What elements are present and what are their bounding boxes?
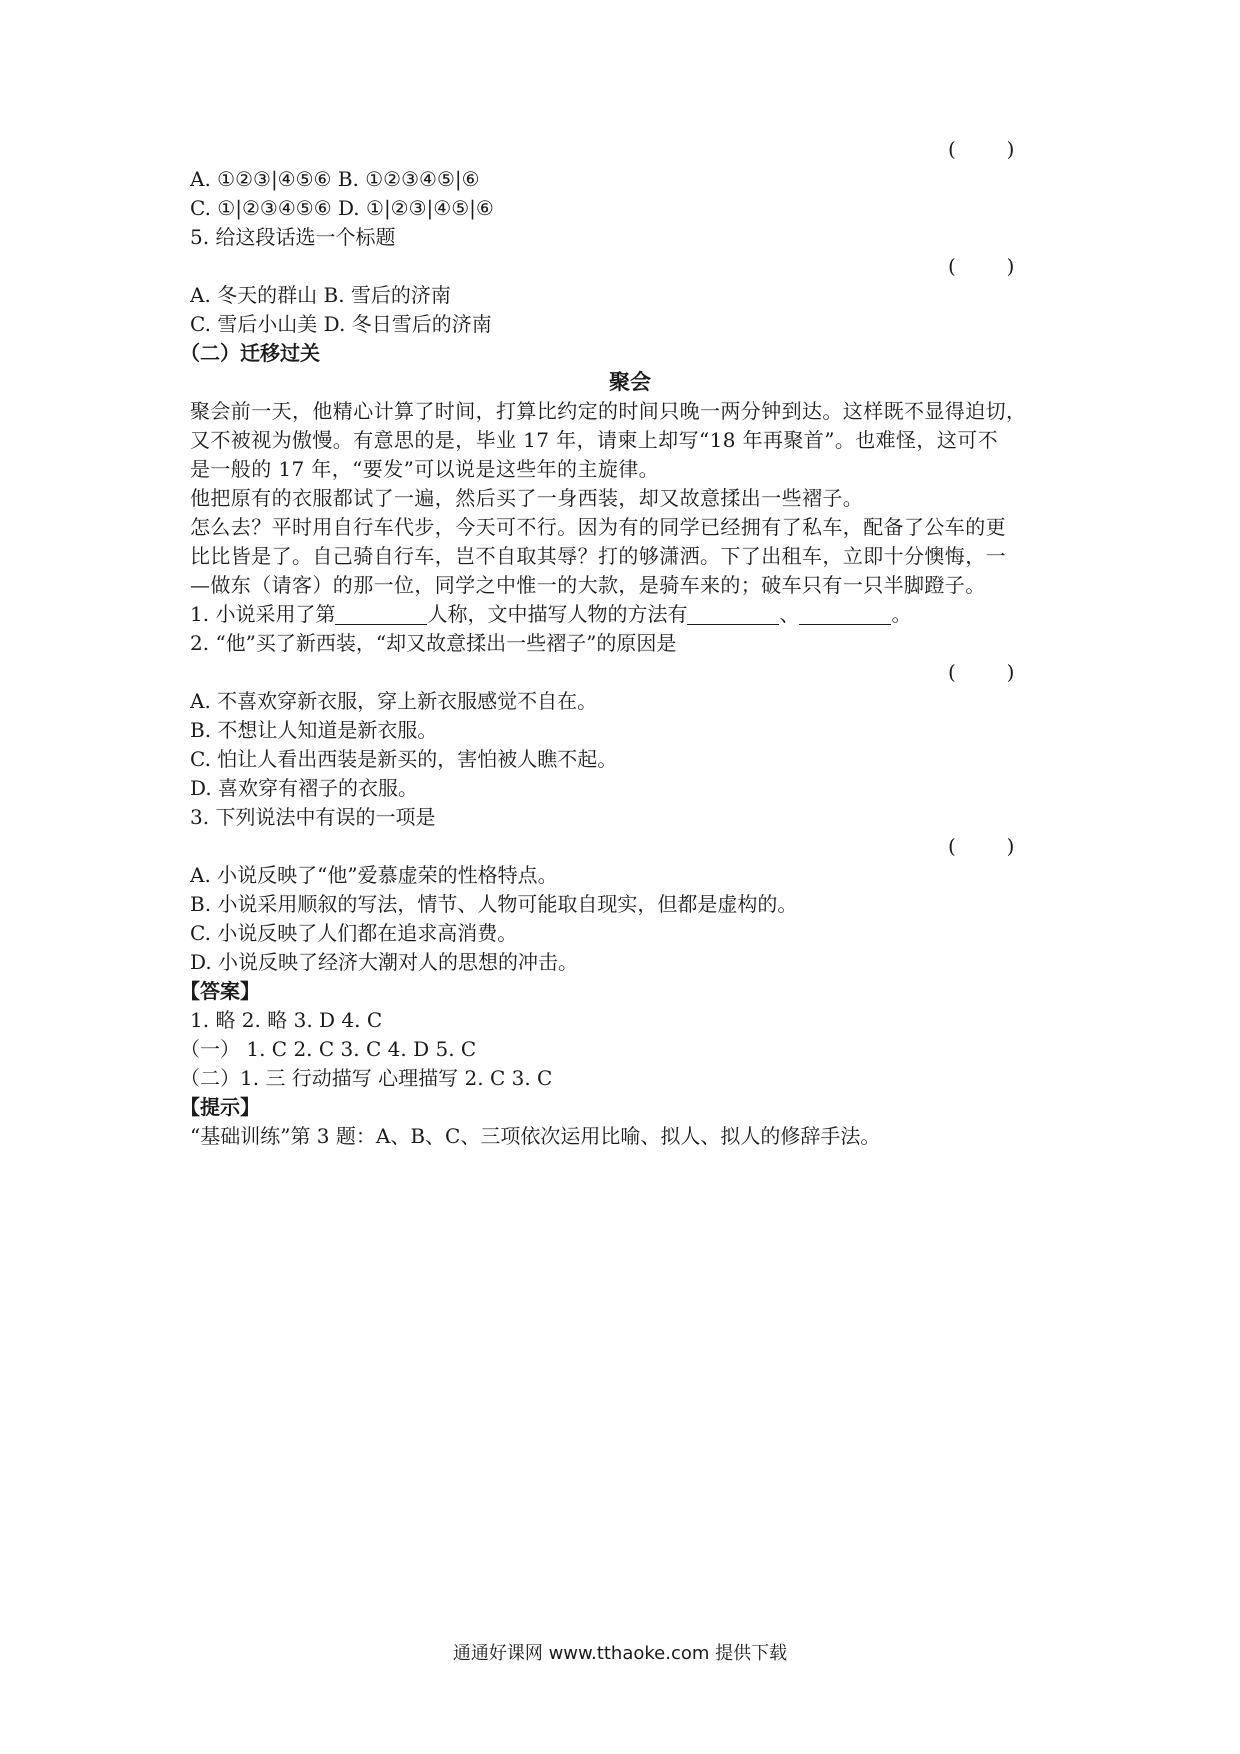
story-title: 聚会 bbox=[609, 369, 651, 394]
story-paragraph-line: 比比皆是了。自己骑自行车，岂不自取其辱？打的够潇洒。下了出租车，立即十分懊悔，一 bbox=[190, 544, 1006, 568]
q3-option: A. 小说反映了“他”爱慕虚荣的性格特点。 bbox=[190, 863, 558, 887]
q1-line bbox=[190, 598, 1070, 630]
q2-option: D. 喜欢穿有褶子的衣服。 bbox=[190, 776, 419, 800]
answers-heading: 【答案】 bbox=[180, 979, 260, 1003]
q1-text-d: 。 bbox=[891, 602, 912, 626]
q1-text-c: 、 bbox=[779, 602, 800, 626]
q5-options-line-2: C. 雪后小山美 D. 冬日雪后的济南 bbox=[190, 312, 492, 336]
q3-option: C. 小说反映了人们都在追求高消费。 bbox=[190, 921, 518, 945]
story-paragraph-line: 怎么去？平时用自行车代步，今天可不行。因为有的同学已经拥有了私车，配备了公车的更 bbox=[190, 515, 1006, 539]
answer-bracket: ( ) bbox=[948, 254, 1015, 278]
answer-line: 1. 略 2. 略 3. D 4. C bbox=[190, 1008, 383, 1032]
q2-option: C. 怕让人看出西装是新买的，害怕被人瞧不起。 bbox=[190, 747, 618, 771]
story-paragraph-line: 又不被视为傲慢。有意思的是，毕业 17 年，请柬上却写“18 年再聚首”。也难怪，这可不 bbox=[190, 428, 999, 452]
q3-prompt: 3. 下列说法中有误的一项是 bbox=[190, 805, 436, 829]
q1-text-a: 1. 小说采用了第 bbox=[190, 602, 336, 626]
q2-option: A. 不喜欢穿新衣服，穿上新衣服感觉不自在。 bbox=[190, 689, 598, 713]
q5-options-line-1: A. 冬天的群山 B. 雪后的济南 bbox=[190, 283, 451, 307]
answer-bracket: ( ) bbox=[948, 660, 1015, 684]
answer-bracket: ( ) bbox=[948, 834, 1015, 858]
tips-heading: 【提示】 bbox=[180, 1095, 260, 1119]
section-heading: （二）迁移过关 bbox=[180, 341, 320, 365]
story-paragraph-line: —做东（请客）的那一位，同学之中惟一的大款，是骑车来的；破车只有一只半脚蹬子。 bbox=[190, 573, 986, 597]
q3-option: B. 小说采用顺叙的写法，情节、人物可能取自现实，但都是虚构的。 bbox=[190, 892, 798, 916]
story-paragraph-line: 他把原有的衣服都试了一遍，然后买了一身西装，却又故意揉出一些褶子。 bbox=[190, 486, 864, 510]
answer-line: （二）1. 三 行动描写 心理描写 2. C 3. C bbox=[180, 1066, 553, 1090]
page-footer: 通通好课网 www.tthaoke.com 提供下载 bbox=[452, 1643, 788, 1664]
q2-option: B. 不想让人知道是新衣服。 bbox=[190, 718, 438, 742]
q4-options-line-1: A. ①②③|④⑤⑥ B. ①②③④⑤|⑥ bbox=[190, 167, 480, 191]
q2-prompt: 2. “他”买了新西装，“却又故意揉出一些褶子”的原因是 bbox=[190, 631, 677, 655]
story-paragraph-line: 是一般的 17 年，“要发”可以说是这些年的主旋律。 bbox=[190, 457, 660, 481]
answer-blank[interactable] bbox=[335, 602, 427, 625]
story-paragraph-line: 聚会前一天，他精心计算了时间，打算比约定的时间只晚一两分钟到达。这样既不显得迫切， bbox=[190, 399, 1027, 423]
q3-option: D. 小说反映了经济大潮对人的思想的冲击。 bbox=[190, 950, 579, 974]
q1-text-b: 人称，文中描写人物的方法有 bbox=[427, 602, 688, 626]
q5-prompt: 5. 给这段话选一个标题 bbox=[190, 225, 396, 249]
q4-options-line-2: C. ①|②③④⑤⑥ D. ①|②③|④⑤|⑥ bbox=[190, 196, 494, 220]
answer-blank[interactable] bbox=[799, 602, 891, 625]
answer-bracket: ( ) bbox=[948, 137, 1015, 161]
answer-line: （一） 1. C 2. C 3. C 4. D 5. C bbox=[180, 1037, 477, 1061]
tips-line: “基础训练”第 3 题：A、B、C、三项依次运用比喻、拟人、拟人的修辞手法。 bbox=[190, 1124, 881, 1148]
answer-blank[interactable] bbox=[687, 602, 779, 625]
